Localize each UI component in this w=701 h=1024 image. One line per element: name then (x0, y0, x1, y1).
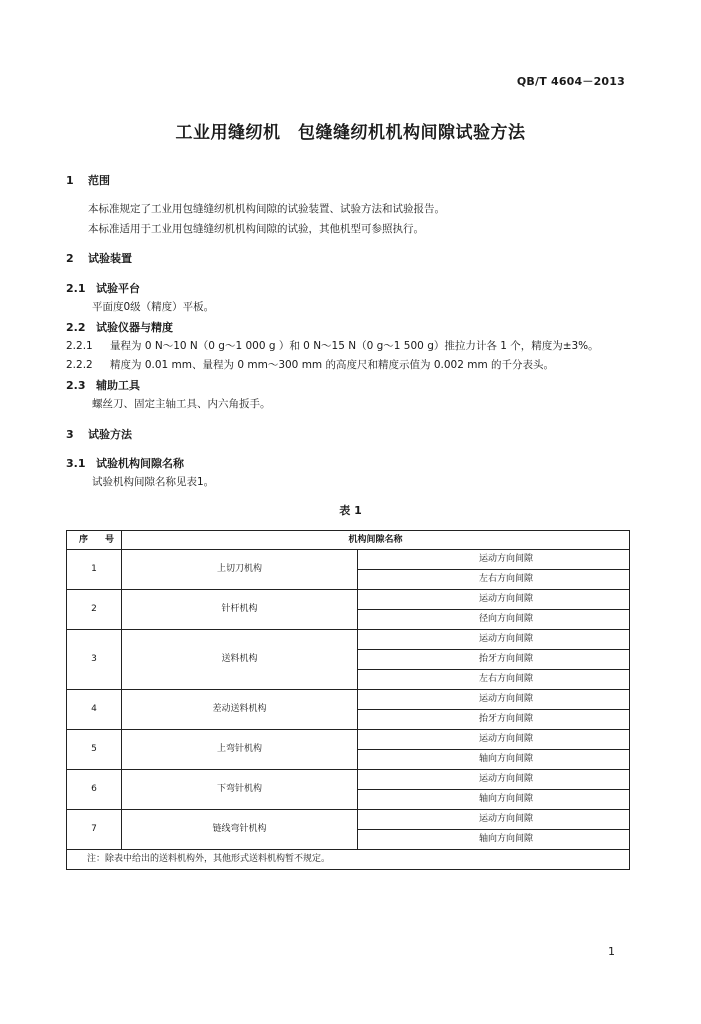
row-seq: 7 (67, 810, 122, 850)
row-seq: 2 (67, 590, 122, 630)
table-row (67, 550, 630, 570)
table-note: 注：除表中给出的送料机构外，其他形式送料机构暂不规定。 (67, 850, 630, 870)
table-header-row (67, 531, 630, 550)
section-title: 试验机构间隙名称 (96, 457, 184, 470)
section-number: 2.1 (66, 282, 86, 295)
row-mechanism: 送料机构 (122, 630, 358, 690)
table-row (67, 730, 630, 750)
section-2-1-heading (66, 280, 140, 296)
row-mechanism: 差动送料机构 (122, 690, 358, 730)
section-number: 2 (66, 252, 74, 265)
table-row (67, 590, 630, 610)
row-mechanism: 下弯针机构 (122, 770, 358, 810)
row-gap: 运动方向间隙 (358, 630, 630, 650)
row-seq: 6 (67, 770, 122, 810)
section-title: 试验方法 (88, 428, 132, 441)
row-mechanism: 上切刀机构 (122, 550, 358, 590)
section-number: 2.2 (66, 321, 86, 334)
section-3-1-heading (66, 455, 184, 471)
column-header-name: 机构间隙名称 (122, 531, 630, 550)
row-gap: 运动方向间隙 (358, 810, 630, 830)
row-gap: 运动方向间隙 (358, 690, 630, 710)
table-row (67, 770, 630, 790)
section-title: 试验平台 (96, 282, 140, 295)
section-number: 3 (66, 428, 74, 441)
row-gap: 运动方向间隙 (358, 730, 630, 750)
list-item (66, 338, 599, 353)
section-2-2-heading (66, 319, 173, 335)
row-gap: 抬牙方向间隙 (358, 650, 630, 670)
section-number: 2.3 (66, 379, 86, 392)
table-note-row (67, 850, 630, 870)
standard-code: QB/T 4604－2013 (516, 75, 625, 88)
row-gap: 抬牙方向间隙 (358, 710, 630, 730)
paragraph: 试验机构间隙名称见表1。 (92, 476, 215, 488)
paragraph: 本标准适用于工业用包缝缝纫机机构间隙的试验，其他机型可参照执行。 (88, 223, 424, 235)
section-number: 1 (66, 174, 74, 187)
row-gap: 左右方向间隙 (358, 570, 630, 590)
item-text: 量程为 0 N～10 N（0 g～1 000 g ）和 0 N～15 N（0 g～1 500 g）推拉力计各 1 个，精度为±3%。 (110, 340, 599, 352)
list-item (66, 357, 554, 372)
row-seq: 3 (67, 630, 122, 690)
row-mechanism: 针杆机构 (122, 590, 358, 630)
paragraph: 平面度0级（精度）平板。 (92, 301, 215, 313)
section-title: 试验装置 (88, 252, 132, 265)
table-caption: 表 1 (339, 504, 362, 517)
section-title: 范围 (88, 174, 110, 187)
section-title: 试验仪器与精度 (96, 321, 173, 334)
table-row (67, 810, 630, 830)
row-gap: 轴向方向间隙 (358, 830, 630, 850)
row-gap: 左右方向间隙 (358, 670, 630, 690)
row-seq: 4 (67, 690, 122, 730)
section-1-heading (66, 172, 110, 188)
paragraph: 螺丝刀、固定主轴工具、内六角扳手。 (92, 398, 271, 410)
page-title: 工业用缝纫机 包缝缝纫机机构间隙试验方法 (175, 123, 526, 143)
table-row (67, 630, 630, 650)
paragraph: 本标准规定了工业用包缝缝纫机机构间隙的试验装置、试验方法和试验报告。 (88, 203, 445, 215)
section-3-heading (66, 426, 132, 442)
row-gap: 运动方向间隙 (358, 770, 630, 790)
item-number: 2.2.2 (66, 359, 93, 371)
row-gap: 轴向方向间隙 (358, 790, 630, 810)
item-text: 精度为 0.01 mm、量程为 0 mm～300 mm 的高度尺和精度示值为 0.002 mm 的千分表头。 (110, 359, 555, 371)
section-number: 3.1 (66, 457, 86, 470)
table-row (67, 690, 630, 710)
row-gap: 运动方向间隙 (358, 550, 630, 570)
gap-table (66, 530, 630, 870)
row-gap: 轴向方向间隙 (358, 750, 630, 770)
row-mechanism: 上弯针机构 (122, 730, 358, 770)
section-2-heading (66, 250, 132, 266)
row-seq: 1 (67, 550, 122, 590)
row-mechanism: 链线弯针机构 (122, 810, 358, 850)
section-2-3-heading (66, 377, 140, 393)
row-gap: 径向方向间隙 (358, 610, 630, 630)
row-gap: 运动方向间隙 (358, 590, 630, 610)
item-number: 2.2.1 (66, 340, 93, 352)
row-seq: 5 (67, 730, 122, 770)
section-title: 辅助工具 (96, 379, 140, 392)
page-number: 1 (608, 945, 615, 958)
column-header-seq: 序 号 (67, 531, 122, 550)
